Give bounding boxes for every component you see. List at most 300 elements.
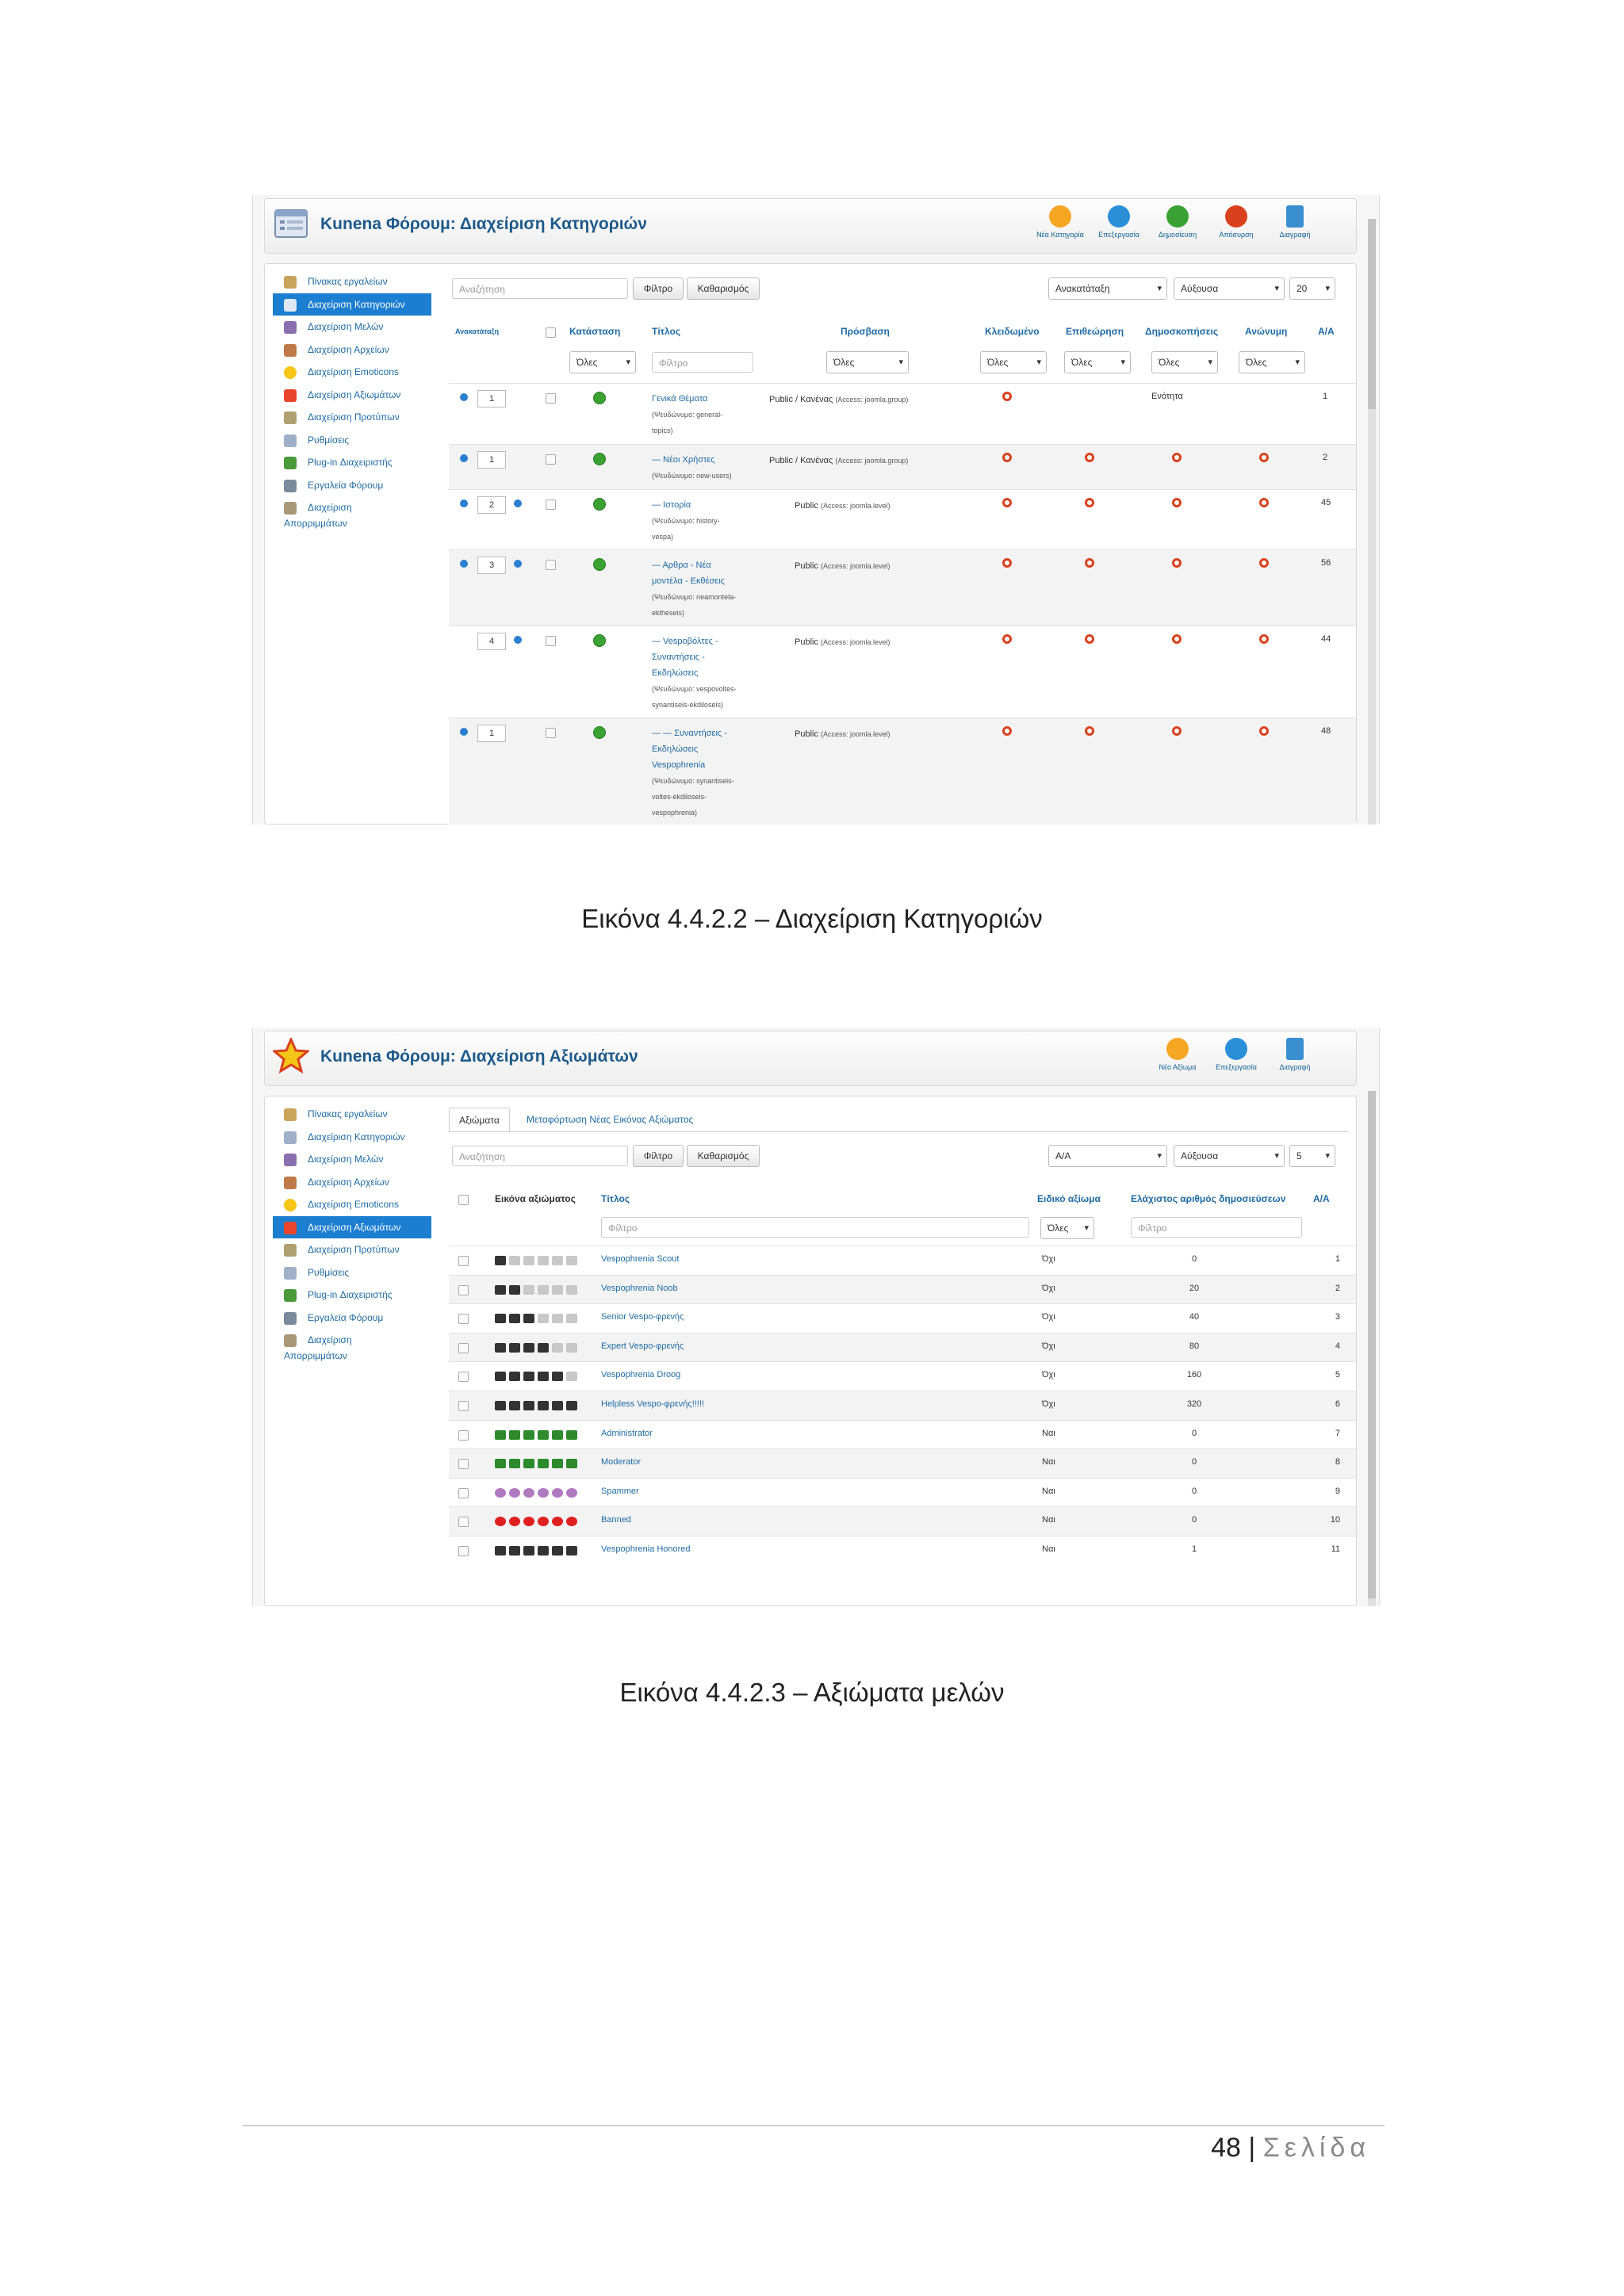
users-icon	[284, 321, 297, 334]
rank-title-link[interactable]: Helpless Vespo-φρενής!!!!!	[601, 1399, 704, 1409]
sidebar-item-categories[interactable]: Διαχείριση Κατηγοριών	[273, 1126, 431, 1149]
row-checkbox[interactable]	[458, 1488, 469, 1498]
sidebar-item-users[interactable]: Διαχείριση Μελών	[273, 1148, 431, 1171]
arrow-down-icon[interactable]	[460, 393, 468, 401]
star-icon	[284, 1222, 297, 1234]
published-check-icon[interactable]	[593, 726, 606, 739]
caption-figure-2: Εικόνα 4.4.2.3 – Αξιώματα μελών	[619, 1678, 1005, 1707]
rank-title-link[interactable]: Senior Vespo-φρενής	[601, 1312, 684, 1322]
select-all-checkbox[interactable]	[458, 1195, 469, 1205]
rank-star-icon	[495, 1430, 506, 1440]
limit-select[interactable]: 20 ▾	[1289, 277, 1335, 300]
rank-star-icon	[552, 1256, 563, 1265]
review-toggle-icon[interactable]	[1085, 498, 1094, 507]
edit-button[interactable]: Επεξεργασία	[1090, 205, 1148, 239]
published-check-icon[interactable]	[593, 634, 606, 647]
rank-star-icon	[495, 1372, 506, 1381]
toolbar	[264, 198, 1357, 254]
row-id: 48	[1321, 726, 1331, 736]
header-special[interactable]: Ειδικό αξίωμα	[1037, 1193, 1101, 1204]
sidebar-item-ranks[interactable]: Διαχείριση Αξιωμάτων	[273, 384, 431, 407]
dashboard-icon	[284, 1108, 297, 1121]
polls-toggle-icon[interactable]	[1172, 634, 1182, 644]
rank-star-icon	[566, 1517, 577, 1526]
categories-icon	[284, 299, 297, 312]
locked-toggle-icon[interactable]	[1002, 453, 1012, 462]
header-anonymous[interactable]: Ανώνυμη	[1245, 326, 1288, 337]
rank-star-icon	[523, 1256, 534, 1265]
categories-logo-icon	[273, 205, 309, 242]
anonymous-filter[interactable]: Όλες ▾	[1239, 351, 1305, 373]
rank-star-icon	[495, 1343, 506, 1353]
sidebar-item-trash[interactable]: Διαχείριση Απορριμμάτων	[284, 1334, 352, 1361]
sidebar-item-dashboard[interactable]: Πίνακας εργαλείων	[273, 1103, 431, 1126]
arrow-down-icon[interactable]	[460, 560, 468, 568]
row-checkbox[interactable]	[458, 1401, 469, 1411]
rank-star-icon	[509, 1256, 520, 1265]
category-title-link[interactable]: Γενικά Θέματα	[652, 394, 708, 404]
table-row[interactable]: 4 — Vespoβόλτες - Συναντήσεις - Εκδηλώσεις (Ψευδώνυμο: vespovoltes- synantiseis-ekdiloseis) Public (Access: joomla.level) 44	[449, 626, 1356, 718]
ordering-input[interactable]: 3	[477, 557, 506, 574]
rank-star-icon	[495, 1256, 506, 1265]
header-title[interactable]: Τίτλος	[652, 326, 681, 337]
rank-star-icon	[523, 1488, 534, 1498]
row-checkbox[interactable]	[546, 560, 556, 570]
row-checkbox[interactable]	[458, 1256, 469, 1266]
rank-star-icon	[523, 1546, 534, 1556]
arrow-up-icon[interactable]	[514, 636, 522, 644]
sidebar-item-categories[interactable]: Διαχείριση Κατηγοριών	[273, 293, 431, 316]
table-row[interactable]	[449, 1448, 1356, 1479]
rank-star-icon	[495, 1401, 506, 1410]
rank-star-icon	[523, 1285, 534, 1295]
min-posts-value: 160	[1186, 1370, 1202, 1380]
row-checkbox[interactable]	[458, 1517, 469, 1527]
header-rank-image[interactable]: Εικόνα αξιώματος	[495, 1193, 576, 1204]
rank-star-icon	[538, 1285, 549, 1295]
sidebar-item-templates[interactable]: Διαχείριση Προτύπων	[273, 1238, 431, 1261]
files-icon	[284, 1177, 297, 1189]
review-toggle-icon[interactable]	[1085, 558, 1094, 568]
rank-star-icon	[509, 1372, 520, 1381]
special-filter[interactable]: Όλες ▾	[1040, 1217, 1094, 1239]
special-value: Ναι	[1042, 1486, 1055, 1496]
header-id[interactable]: Α/Α	[1313, 1193, 1330, 1204]
new-category-button[interactable]: Νέα Κατηγορία	[1031, 205, 1090, 239]
table-row[interactable]: 1 Γενικά Θέματα (Ψευδώνυμο: general- topics) Public / Κανένας (Access: joomla.group) Ενότητα 1	[449, 383, 1356, 445]
ordering-input[interactable]: 1	[477, 451, 506, 469]
sidebar-item-settings[interactable]: Ρυθμίσεις	[273, 429, 431, 452]
rank-star-icon	[566, 1256, 577, 1265]
table-row[interactable]	[449, 1361, 1356, 1391]
rank-star-icon	[552, 1430, 563, 1440]
row-id: 2	[1335, 1283, 1340, 1293]
rank-star-icon	[538, 1401, 549, 1410]
order-select[interactable]: Αύξουσα ▾	[1174, 277, 1285, 300]
select-all-checkbox[interactable]	[546, 327, 556, 338]
table-row[interactable]	[449, 1420, 1356, 1450]
publish-button[interactable]: Δημοσίευση	[1148, 205, 1207, 239]
search-input[interactable]: Αναζήτηση	[452, 1146, 628, 1166]
min-posts-value: 0	[1191, 1486, 1197, 1496]
files-icon	[284, 344, 297, 357]
rank-star-icon	[509, 1488, 520, 1498]
unpublish-icon	[1225, 205, 1247, 228]
rank-star-icon	[552, 1459, 563, 1468]
arrow-up-icon[interactable]	[514, 499, 522, 507]
tab-ranks[interactable]: Αξιώματα	[449, 1108, 510, 1133]
rank-image	[495, 1401, 584, 1410]
header-id[interactable]: Α/Α	[1318, 326, 1335, 337]
anonymous-toggle-icon[interactable]	[1259, 726, 1269, 736]
locked-filter[interactable]: Όλες ▾	[980, 351, 1047, 373]
screenshot-ranks	[252, 1027, 1380, 1606]
clear-button[interactable]: Καθαρισμός	[687, 277, 760, 300]
rank-title-link[interactable]: Vespophrenia Scout	[601, 1254, 680, 1264]
rank-star-icon	[552, 1372, 563, 1381]
polls-toggle-icon[interactable]	[1172, 498, 1182, 507]
special-value: Όχι	[1042, 1254, 1055, 1264]
row-id: 5	[1335, 1370, 1340, 1380]
ordering-input[interactable]: 1	[477, 390, 506, 408]
clear-button[interactable]: Καθαρισμός	[687, 1145, 760, 1167]
plugin-icon	[284, 457, 297, 469]
locked-toggle-icon[interactable]	[1002, 392, 1012, 401]
review-toggle-icon[interactable]	[1085, 634, 1094, 644]
table-row[interactable]: 1 — — Συναντήσεις - Εκδηλώσεις Vespophrenia (Ψευδώνυμο: synantiseis- voltes-ekdiloseis- vespophrenia) Public (Access: joomla.level) 48	[449, 718, 1356, 825]
min-posts-value: 40	[1189, 1312, 1200, 1322]
sidebar-item-ranks[interactable]: Διαχείριση Αξιωμάτων	[273, 1216, 431, 1239]
anonymous-toggle-icon[interactable]	[1259, 634, 1269, 644]
content-panel	[264, 1096, 1357, 1606]
row-id: 7	[1335, 1428, 1340, 1438]
table-row[interactable]	[449, 1303, 1356, 1334]
rank-star-icon	[495, 1488, 506, 1498]
special-value: Όχι	[1042, 1399, 1055, 1409]
min-posts-value: 0	[1191, 1515, 1197, 1525]
published-check-icon[interactable]	[593, 558, 606, 571]
special-value: Όχι	[1042, 1370, 1055, 1380]
row-checkbox[interactable]	[546, 499, 556, 510]
locked-toggle-icon[interactable]	[1002, 498, 1012, 507]
rank-star-icon	[552, 1517, 563, 1526]
rank-star-icon	[495, 1459, 506, 1468]
row-id: 56	[1321, 558, 1331, 568]
templates-icon	[284, 1244, 297, 1257]
rank-star-icon	[538, 1314, 549, 1323]
rank-star-icon	[509, 1401, 520, 1410]
header-locked[interactable]: Κλειδωμένο	[985, 326, 1040, 337]
rank-star-icon	[552, 1285, 563, 1295]
sidebar-item-dashboard[interactable]: Πίνακας εργαλείων	[273, 270, 431, 293]
header-review[interactable]: Επιθεώρηση	[1066, 326, 1124, 337]
title-filter-input[interactable]: Φίλτρο	[652, 352, 753, 373]
rank-star-icon	[552, 1314, 563, 1323]
sidebar-item-users[interactable]: Διαχείριση Μελών	[273, 316, 431, 339]
row-id: 6	[1335, 1399, 1340, 1409]
trash-icon	[1286, 1038, 1304, 1060]
rank-star-icon	[566, 1314, 577, 1323]
sidebar-item-emoticons[interactable]: Διαχείριση Emoticons	[273, 1193, 431, 1216]
published-check-icon[interactable]	[593, 392, 606, 404]
min-posts-value: 20	[1189, 1283, 1200, 1293]
filter-button[interactable]: Φίλτρο	[633, 1145, 684, 1167]
row-id: 45	[1321, 498, 1331, 507]
rank-star-icon	[538, 1459, 549, 1468]
rank-star-icon	[538, 1256, 549, 1265]
locked-toggle-icon[interactable]	[1002, 634, 1012, 644]
sidebar-item-plugins[interactable]: Plug-in Διαχειριστής	[273, 1284, 431, 1307]
header-ordering[interactable]: Ανακατάταξη	[455, 327, 500, 335]
settings-icon	[284, 434, 297, 447]
tab-divider	[449, 1131, 1348, 1132]
row-checkbox[interactable]	[458, 1430, 469, 1441]
section-label: Ενότητα	[1151, 392, 1183, 401]
smiley-icon	[284, 1199, 297, 1211]
row-checkbox[interactable]	[546, 636, 556, 646]
row-checkbox[interactable]	[458, 1314, 469, 1324]
special-value: Ναι	[1042, 1544, 1055, 1554]
arrow-down-icon[interactable]	[460, 728, 468, 736]
row-id: 11	[1331, 1544, 1340, 1554]
row-id: 44	[1321, 634, 1331, 644]
sidebar-item-files[interactable]: Διαχείριση Αρχείων	[273, 1171, 431, 1194]
row-id: 4	[1335, 1341, 1340, 1351]
row-id: 8	[1335, 1457, 1340, 1468]
min-posts-value: 0	[1191, 1457, 1197, 1468]
row-id: 2	[1323, 453, 1328, 462]
page-title: Kunena Φόρουμ: Διαχείριση Αξιωμάτων	[320, 1047, 638, 1066]
sidebar-item-emoticons[interactable]: Διαχείριση Emoticons	[273, 361, 431, 384]
rank-star-icon	[538, 1430, 549, 1440]
rank-image	[495, 1256, 584, 1265]
content-panel	[264, 263, 1357, 825]
sidebar-item-trash[interactable]: Διαχείριση Απορριμμάτων	[284, 502, 352, 529]
rank-star-icon	[523, 1430, 534, 1440]
row-checkbox[interactable]	[546, 454, 556, 465]
min-posts-value: 1	[1191, 1544, 1197, 1554]
table-row[interactable]	[449, 1478, 1356, 1508]
rank-star-icon	[538, 1343, 549, 1353]
category-title-link[interactable]: — — Συναντήσεις -	[652, 729, 727, 738]
rank-title-link[interactable]: Expert Vespo-φρενής	[601, 1341, 684, 1351]
row-checkbox[interactable]	[458, 1343, 469, 1353]
templates-icon	[284, 411, 297, 424]
sidebar-item-files[interactable]: Διαχείριση Αρχείων	[273, 339, 431, 362]
rank-star-icon	[566, 1372, 577, 1381]
row-id: 9	[1335, 1486, 1340, 1496]
table-row[interactable]	[449, 1275, 1356, 1305]
special-value: Ναι	[1042, 1457, 1055, 1468]
trash-bin-icon	[284, 502, 297, 515]
header-title[interactable]: Τίτλος	[601, 1193, 630, 1204]
filter-button[interactable]: Φίλτρο	[633, 277, 684, 300]
special-value: Όχι	[1042, 1312, 1055, 1322]
sidebar-item-tools[interactable]: Εργαλεία Φόρουμ	[273, 1307, 431, 1330]
scrollbar-thumb[interactable]	[1368, 219, 1376, 409]
tab-upload-rank-image[interactable]: Μεταφόρτωση Νέας Εικόνας Αξιώματος	[527, 1114, 694, 1125]
rank-star-icon	[495, 1546, 506, 1556]
rank-image	[495, 1430, 584, 1440]
min-posts-value: 80	[1189, 1341, 1200, 1351]
sort-select[interactable]: Ανακατάταξη ▾	[1048, 277, 1167, 300]
sidebar-item-settings[interactable]: Ρυθμίσεις	[273, 1261, 431, 1284]
ordering-input[interactable]: 1	[477, 725, 506, 742]
special-value: Όχι	[1042, 1283, 1055, 1293]
polls-toggle-icon[interactable]	[1172, 453, 1182, 462]
rank-star-icon	[509, 1459, 520, 1468]
delete-button[interactable]: Διαγραφή	[1266, 205, 1324, 239]
rank-star-icon	[523, 1372, 534, 1381]
page-number: 48	[1211, 2133, 1241, 2163]
title-filter-input[interactable]: Φίλτρο	[601, 1217, 1029, 1238]
rank-star-icon	[566, 1459, 577, 1468]
page-footer	[1211, 2133, 1370, 2164]
edit-button[interactable]: Επεξεργασία	[1207, 1038, 1266, 1071]
edit-icon	[1225, 1038, 1247, 1060]
sidebar	[273, 270, 431, 536]
scrollbar[interactable]	[1368, 1091, 1376, 1606]
row-checkbox[interactable]	[458, 1459, 469, 1469]
rank-star-icon	[538, 1517, 549, 1526]
min-posts-value: 320	[1186, 1399, 1202, 1409]
page-separator: |	[1248, 2133, 1256, 2163]
row-checkbox[interactable]	[458, 1546, 469, 1556]
review-toggle-icon[interactable]	[1085, 453, 1094, 462]
review-toggle-icon[interactable]	[1085, 726, 1094, 736]
rank-star-icon	[538, 1488, 549, 1498]
access-filter[interactable]: Όλες ▾	[826, 351, 909, 373]
rank-star-icon	[538, 1546, 549, 1556]
rank-title-link[interactable]: Banned	[601, 1515, 631, 1525]
header-min-posts[interactable]: Ελάχιστος αριθμός δημοσιεύσεων	[1131, 1193, 1286, 1204]
rank-title-link[interactable]: Administrator	[601, 1428, 653, 1438]
screenshot-categories	[252, 195, 1380, 825]
row-checkbox[interactable]	[458, 1372, 469, 1382]
header-access[interactable]: Πρόσβαση	[841, 326, 890, 337]
settings-icon	[284, 1267, 297, 1280]
table-row[interactable]	[449, 1333, 1356, 1363]
special-value: Ναι	[1042, 1515, 1055, 1525]
sidebar-item-plugins[interactable]: Plug-in Διαχειριστής	[273, 451, 431, 474]
rank-title-link[interactable]: Moderator	[601, 1457, 642, 1468]
row-checkbox[interactable]	[458, 1285, 469, 1295]
users-icon	[284, 1154, 297, 1166]
polls-toggle-icon[interactable]	[1172, 558, 1182, 568]
limit-select[interactable]: 5 ▾	[1289, 1145, 1335, 1167]
rank-image	[495, 1546, 584, 1556]
rank-star-icon	[566, 1430, 577, 1440]
arrow-down-icon[interactable]	[460, 454, 468, 462]
rank-star-icon	[509, 1285, 520, 1295]
edit-icon	[1108, 205, 1130, 228]
anonymous-toggle-icon[interactable]	[1259, 558, 1269, 568]
star-icon	[284, 389, 297, 402]
new-rank-button[interactable]: Νέο Αξίωμα	[1148, 1038, 1207, 1071]
ordering-input[interactable]: 2	[477, 496, 506, 514]
category-title-link[interactable]: — Ιστορία	[652, 500, 691, 510]
published-check-icon[interactable]	[593, 453, 606, 465]
polls-filter[interactable]: Όλες ▾	[1151, 351, 1218, 373]
table-row[interactable]	[449, 1536, 1356, 1566]
rank-title-link[interactable]: Vespophrenia Droog	[601, 1370, 681, 1380]
rank-image	[495, 1488, 584, 1498]
rank-star-icon	[523, 1459, 534, 1468]
rank-star-icon	[495, 1285, 506, 1295]
rank-star-icon	[566, 1343, 577, 1353]
search-input[interactable]: Αναζήτηση	[452, 278, 628, 299]
min-posts-filter-input[interactable]: Φίλτρο	[1131, 1217, 1302, 1238]
rank-star-icon	[566, 1488, 577, 1498]
dashboard-icon	[284, 276, 297, 289]
unpublish-button[interactable]: Απόσυρση	[1207, 205, 1266, 239]
rank-star-icon	[552, 1488, 563, 1498]
footer-divider	[243, 2125, 1385, 2126]
tools-icon	[284, 480, 297, 492]
rank-title-link[interactable]: Vespophrenia Noob	[601, 1283, 678, 1293]
toolbar	[264, 1031, 1357, 1086]
rank-star-icon	[509, 1546, 520, 1556]
locked-toggle-icon[interactable]	[1002, 726, 1012, 736]
header-polls[interactable]: Δημοσκοπήσεις	[1145, 326, 1219, 337]
scrollbar-thumb[interactable]	[1368, 1091, 1376, 1598]
arrow-down-icon[interactable]	[460, 499, 468, 507]
locked-toggle-icon[interactable]	[1002, 558, 1012, 568]
tools-icon	[284, 1312, 297, 1325]
page-title: Kunena Φόρουμ: Διαχείριση Κατηγοριών	[320, 215, 647, 233]
check-icon	[1166, 205, 1189, 228]
row-checkbox[interactable]	[546, 728, 556, 738]
order-select[interactable]: Αύξουσα ▾	[1174, 1145, 1285, 1167]
special-value: Ναι	[1042, 1428, 1055, 1438]
table-row[interactable]	[449, 1246, 1356, 1276]
sort-select[interactable]: Α/Α ▾	[1048, 1145, 1167, 1167]
row-checkbox[interactable]	[546, 393, 556, 404]
table-row[interactable]	[449, 1506, 1356, 1536]
rank-title-link[interactable]: Spammer	[601, 1486, 639, 1496]
rank-star-icon	[495, 1517, 506, 1526]
category-title-link[interactable]: — Αρθρα - Νέα	[652, 561, 711, 570]
rank-image	[495, 1517, 584, 1526]
header-status[interactable]: Κατάσταση	[569, 326, 621, 337]
anonymous-toggle-icon[interactable]	[1259, 498, 1269, 507]
table-row[interactable]: 3 — Αρθρα - Νέα μοντέλα - Εκθέσεις (Ψευδώνυμο: neamontela- ektheseis) Public (Access: joomla.level) 56	[449, 549, 1356, 626]
status-filter[interactable]: Όλες ▾	[569, 351, 636, 373]
rank-image	[495, 1314, 584, 1323]
category-title-link[interactable]: — Νέοι Χρήστες	[652, 455, 715, 465]
rank-star-icon	[495, 1314, 506, 1323]
delete-button[interactable]: Διαγραφή	[1266, 1038, 1324, 1071]
anonymous-toggle-icon[interactable]	[1259, 453, 1269, 462]
category-title-link[interactable]: — Vespoβόλτες -	[652, 637, 718, 646]
arrow-up-icon[interactable]	[514, 560, 522, 568]
published-check-icon[interactable]	[593, 498, 606, 511]
sidebar-item-tools[interactable]: Εργαλεία Φόρουμ	[273, 474, 431, 497]
min-posts-value: 0	[1191, 1428, 1197, 1438]
table-row[interactable]	[449, 1391, 1356, 1421]
table-row[interactable]: 1 — Νέοι Χρήστες (Ψευδώνυμο: new-users) Public / Κανένας (Access: joomla.group) 2	[449, 444, 1356, 490]
sidebar-item-templates[interactable]: Διαχείριση Προτύπων	[273, 406, 431, 429]
rank-star-icon	[566, 1285, 577, 1295]
table-row[interactable]: 2 — Ιστορία (Ψευδώνυμο: history- vespa) Public (Access: joomla.level) 45	[449, 489, 1356, 550]
rank-title-link[interactable]: Vespophrenia Honored	[601, 1544, 691, 1554]
polls-toggle-icon[interactable]	[1172, 726, 1182, 736]
rank-star-icon	[552, 1343, 563, 1353]
ordering-input[interactable]: 4	[477, 633, 506, 650]
review-filter[interactable]: Όλες ▾	[1064, 351, 1131, 373]
smiley-icon	[284, 366, 297, 379]
scrollbar[interactable]	[1368, 219, 1376, 825]
